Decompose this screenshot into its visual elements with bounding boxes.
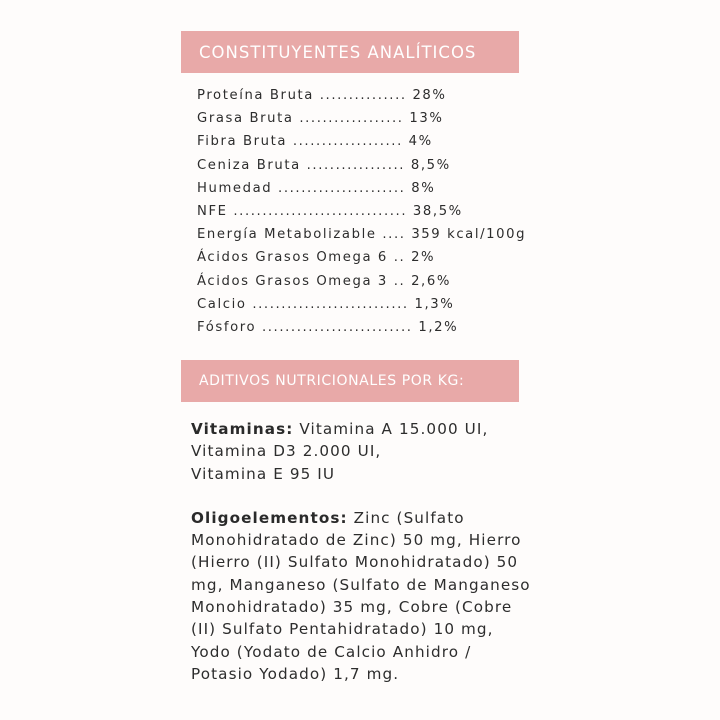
constituent-row-nfe: NFE .............................. 38,5% [197,203,463,219]
constituent-row-metabolizable-energy: Energía Metabolizable .... 359 kcal/100g [197,227,527,243]
constituent-row-omega-3: Ácidos Grasos Omega 3 .. 2,6% [197,273,451,289]
constituent-row-omega-6: Ácidos Grasos Omega 6 .. 2% [197,250,436,266]
constituent-row-crude-protein: Proteína Bruta ............... 28% [197,88,447,103]
vitamins-label: Vitaminas: [191,420,294,438]
trace-elements-paragraph [191,507,551,685]
trace-elements-text-line: Potasio Yodado) 1,7 mg. [191,664,400,683]
trace-elements-text-line: Monohidratado) 35 mg, Cobre (Cobre [191,598,513,617]
trace-elements-text-line: Zinc (Sulfato [347,508,465,527]
analytical-constituents-list [197,84,526,339]
vitamins-text-line: Vitamina D3 2.000 UI, [191,442,382,461]
constituent-row-phosphorus: Fósforo .......................... 1,2% [197,319,459,335]
constituent-row-moisture: Humedad ...................... 8% [197,180,436,196]
nutritional-additives-title: ADITIVOS NUTRICIONALES POR KG: [199,373,465,389]
nutritional-additives-body [191,418,551,685]
trace-elements-text-line: mg, Manganeso (Sulfato de Manganeso [191,575,531,594]
constituent-row-crude-fat: Grasa Bruta .................. 13% [197,111,444,127]
analytical-constituents-header [181,31,519,73]
trace-elements-text-line: (Hierro (II) Sulfato Monohidratado) 50 [191,553,519,572]
nutritional-additives-header [181,360,519,402]
trace-elements-text-line: (II) Sulfato Pentahidratado) 10 mg, [191,620,494,639]
vitamins-paragraph [191,418,551,485]
constituent-row-crude-fibre: Fibra Bruta ................... 4% [197,134,433,150]
constituent-row-calcium: Calcio ........................... 1,3% [197,296,455,312]
constituent-row-crude-ash: Ceniza Bruta ................. 8,5% [197,157,451,173]
trace-elements-text-line: Monohidratado de Zinc) 50 mg, Hierro [191,531,522,550]
vitamins-text-line: Vitamina A 15.000 UI, [293,420,489,438]
trace-elements-label: Oligoelementos: [191,508,348,527]
analytical-constituents-title: CONSTITUYENTES ANALÍTICOS [199,42,477,62]
trace-elements-text-line: Yodo (Yodato de Calcio Anhidro / [191,642,472,661]
vitamins-text-line: Vitamina E 95 IU [191,464,336,483]
